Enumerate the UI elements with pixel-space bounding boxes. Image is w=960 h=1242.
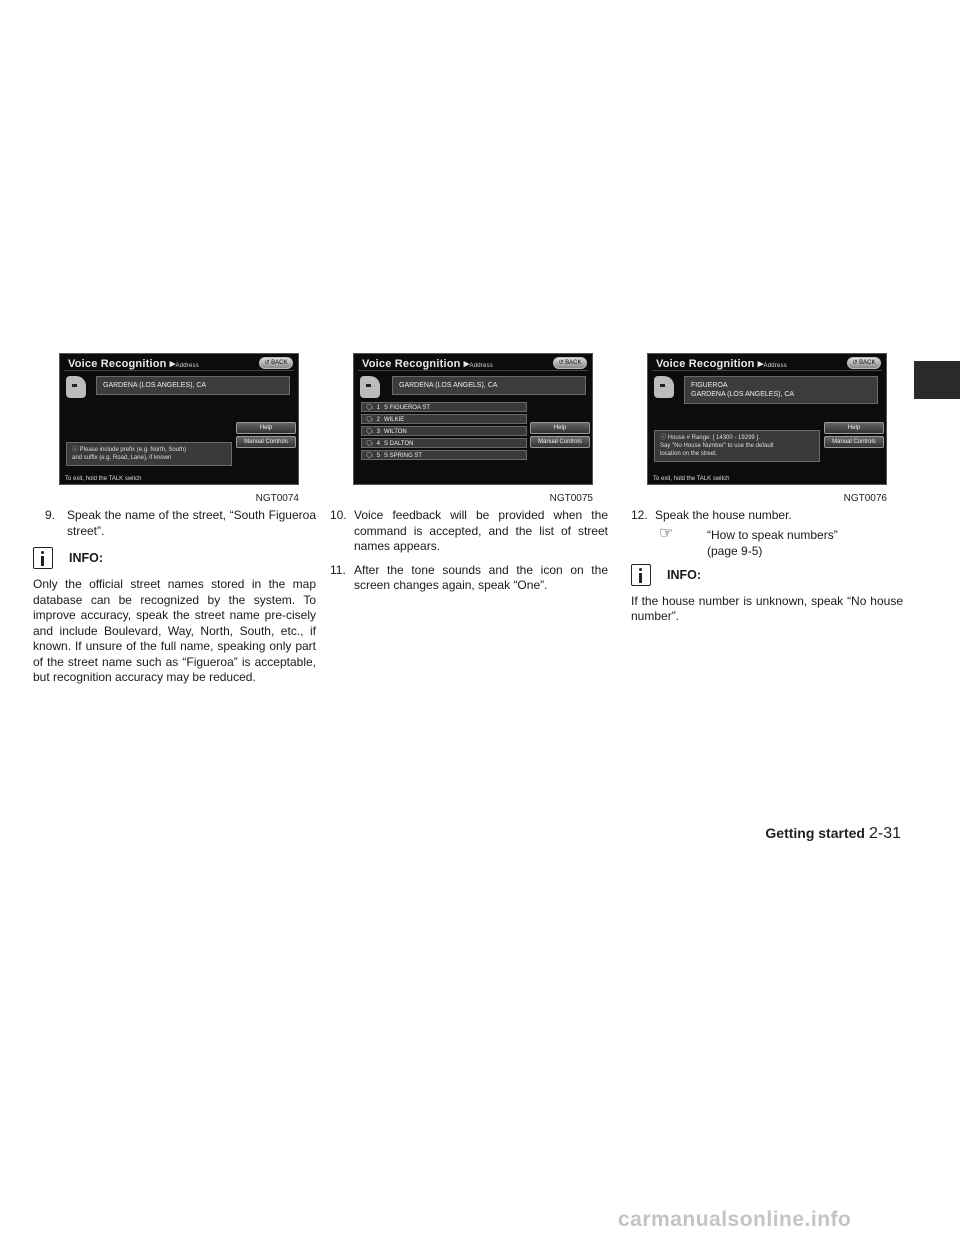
title-divider (358, 370, 588, 371)
voice-head-icon (654, 376, 674, 398)
help-button: Help (236, 422, 296, 434)
voice-icon: 🗣 (366, 453, 374, 459)
list-item: 🗣 3 WILTON (361, 426, 527, 436)
figure-caption: NGT0074 (255, 493, 299, 504)
street-list (361, 402, 527, 462)
pointing-hand-icon: ☞ (659, 524, 674, 542)
address-entry: FIGUEROA GARDENA (LOS ANGELES), CA (684, 376, 878, 404)
step-12: 12. Speak the house number. (631, 508, 792, 522)
step-11: 11. After the tone sounds and the icon on the screen changes again, speak “One”. (330, 562, 608, 592)
figure-caption: NGT0076 (843, 493, 887, 504)
address-entry: GARDENA (LOS ANGELES), CA (96, 376, 290, 395)
page-footer: Getting started 2-31 (765, 825, 901, 842)
info-heading: INFO: (33, 547, 316, 573)
cross-reference: ☞ “How to speak numbers” (page 9-5) (659, 524, 838, 558)
title-divider (652, 370, 882, 371)
column-1 (33, 508, 316, 686)
voice-head-icon (360, 376, 380, 398)
list-item: 🗣 2 WILKIE (361, 414, 527, 424)
voice-icon: 🗣 (366, 405, 374, 411)
voice-icon: 🗣 (366, 429, 374, 435)
hint-box: ⓘ Please include prefix (e.g. North, South) and suffix (e.g. Road, Lane), if known (66, 442, 232, 466)
address-entry: GARDENA (LOS ANGELS), CA (392, 376, 586, 395)
back-button: ↺ BACK (259, 357, 293, 369)
info-heading: INFO: (631, 564, 903, 590)
list-item: 🗣 4 S DALTON (361, 438, 527, 448)
title-divider (64, 370, 294, 371)
manual-controls-button: Manual Controls (236, 436, 296, 448)
watermark: carmanualsonline.info (618, 1208, 852, 1231)
figure-caption: NGT0075 (549, 493, 593, 504)
step-9: 9. Speak the name of the street, “South Figueroa street”. (45, 508, 316, 538)
hint-box: ⓘ House # Range: [ 14300 - 19299 ]. Say "No House Number" to use the default location on the street. (654, 430, 820, 462)
back-button: ↺ BACK (553, 357, 587, 369)
screen-title: Voice Recognition ▸Address (656, 358, 787, 370)
voice-icon: 🗣 (366, 441, 374, 447)
info-icon (33, 547, 53, 569)
list-item: 🗣 5 S SPRING ST (361, 450, 527, 460)
info-icon (631, 564, 651, 586)
step-10: 10. Voice feedback will be provided when the command is accepted, and the list of street names appears. (330, 508, 608, 553)
screenshot-ngt0074 (59, 353, 299, 485)
column-2 (330, 508, 608, 602)
voice-head-icon (66, 376, 86, 398)
help-button: Help (824, 422, 884, 434)
column-3 (631, 508, 903, 625)
back-button: ↺ BACK (847, 357, 881, 369)
screen-title: Voice Recognition ▸Address (68, 358, 199, 370)
help-button: Help (530, 422, 590, 434)
screenshot-ngt0075 (353, 353, 593, 485)
manual-controls-button: Manual Controls (824, 436, 884, 448)
manual-controls-button: Manual Controls (530, 436, 590, 448)
section-tab-marker (914, 361, 960, 399)
info-text: If the house number is unknown, speak “No house number”. (631, 593, 903, 623)
list-item: 🗣 1 S FIGUEROA ST (361, 402, 527, 412)
voice-icon: 🗣 (366, 417, 374, 423)
info-text: Only the official street names stored in the map database can be recognized by the system. To improve accuracy, speak the street name pre-cisely and include Boulevard, Way, North, South, etc., if known. If unsure of the full name, speaking only part of the street name such as “Figueroa” is acceptable, but recognition accuracy may be reduced. (33, 577, 316, 684)
screen-footer: To exit, hold the TALK switch (653, 476, 730, 482)
screen-footer: To exit, hold the TALK switch (65, 476, 142, 482)
screen-title: Voice Recognition ▸Address (362, 358, 493, 370)
screenshot-ngt0076 (647, 353, 887, 485)
